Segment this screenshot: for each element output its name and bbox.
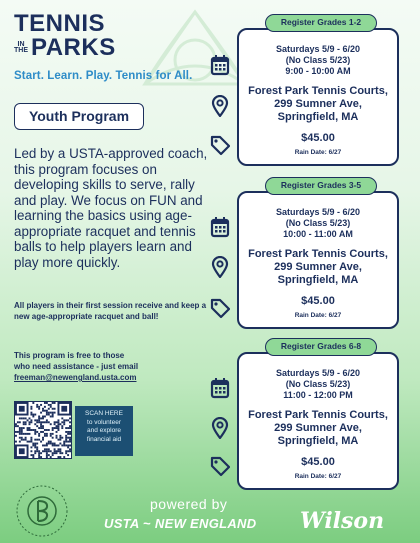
price-tag-icon bbox=[210, 297, 230, 319]
session-location-line1: Forest Park Tennis Courts, bbox=[248, 248, 388, 260]
calendar-icon bbox=[210, 377, 230, 399]
session-time: 11:00 - 12:00 PM bbox=[283, 390, 353, 400]
logo-in-the: IN THE bbox=[14, 41, 28, 54]
session-location-line2: 299 Sumner Ave, bbox=[274, 261, 362, 273]
session-no-class: (No Class 5/23) bbox=[285, 218, 351, 228]
session-no-class: (No Class 5/23) bbox=[285, 379, 351, 389]
session-location-line3: Springfield, MA bbox=[277, 274, 359, 286]
assistance-email-link[interactable]: freeman@newengland.usta.com bbox=[14, 373, 137, 382]
calendar-icon bbox=[210, 54, 230, 76]
youth-program-title: Youth Program bbox=[14, 103, 144, 130]
racquet-note: All players in their first session receive and keep a new age-appropriate racquet and ball! bbox=[14, 301, 207, 321]
session-location-line2: 299 Sumner Ave, bbox=[274, 98, 362, 110]
register-grades-6-8-button[interactable]: Register Grades 6-8 bbox=[265, 338, 377, 356]
usta-new-england-logo: USTA ~ NEW ENGLAND bbox=[104, 516, 257, 531]
session-location-line3: Springfield, MA bbox=[277, 435, 359, 447]
map-pin-icon bbox=[210, 256, 230, 278]
session-location-line2: 299 Sumner Ave, bbox=[274, 422, 362, 434]
map-pin-icon bbox=[210, 417, 230, 439]
program-description: Led by a USTA-approved coach, this program focuses on developing skills to serve, rally and play. We focus on FUN and learning the basics using age-appropriate racquet and tennis balls to help players learn and play more quickly. bbox=[14, 146, 208, 270]
logo-word-tennis: TENNIS bbox=[14, 10, 106, 37]
session-price: $45.00 bbox=[301, 295, 335, 307]
qr-code[interactable] bbox=[14, 401, 72, 459]
session-card-grades-1-2 bbox=[237, 28, 399, 166]
session-time: 9:00 - 10:00 AM bbox=[285, 66, 351, 76]
price-tag-icon bbox=[210, 134, 230, 156]
calendar-icon bbox=[210, 216, 230, 238]
financial-assistance-note: This program is free to those who need assistance - just email freeman@newengland.usta.com bbox=[14, 350, 209, 383]
session-card-grades-3-5 bbox=[237, 191, 399, 329]
session-location-line1: Forest Park Tennis Courts, bbox=[248, 409, 388, 421]
usta-swoosh-icon: ~ bbox=[143, 516, 151, 531]
price-tag-icon bbox=[210, 455, 230, 477]
session-location-line3: Springfield, MA bbox=[277, 111, 359, 123]
session-price: $45.00 bbox=[301, 132, 335, 144]
session-no-class: (No Class 5/23) bbox=[285, 55, 351, 65]
register-grades-3-5-button[interactable]: Register Grades 3-5 bbox=[265, 177, 377, 195]
session-dates: Saturdays 5/9 - 6/20 bbox=[275, 368, 361, 378]
session-price: $45.00 bbox=[301, 456, 335, 468]
session-rain-date: Rain Date: 6/27 bbox=[294, 312, 342, 319]
session-rain-date: Rain Date: 6/27 bbox=[294, 149, 342, 156]
scan-here-panel: SCAN HERE to volunteer and explore financial aid bbox=[75, 406, 133, 456]
session-dates: Saturdays 5/9 - 6/20 bbox=[275, 207, 361, 217]
session-time: 10:00 - 11:00 AM bbox=[283, 229, 353, 239]
session-rain-date: Rain Date: 6/27 bbox=[294, 473, 342, 480]
logo-word-parks: PARKS bbox=[31, 34, 116, 61]
map-pin-icon bbox=[210, 95, 230, 117]
register-grades-1-2-button[interactable]: Register Grades 1-2 bbox=[265, 14, 377, 32]
session-card-grades-6-8 bbox=[237, 352, 399, 490]
tagline: Start. Learn. Play. Tennis for All. bbox=[14, 70, 193, 82]
session-dates: Saturdays 5/9 - 6/20 bbox=[275, 44, 361, 54]
session-location-line1: Forest Park Tennis Courts, bbox=[248, 85, 388, 97]
powered-by-text: powered by bbox=[150, 496, 228, 512]
wilson-logo: Wilson bbox=[300, 508, 385, 534]
park-seal-logo-icon bbox=[14, 483, 70, 539]
